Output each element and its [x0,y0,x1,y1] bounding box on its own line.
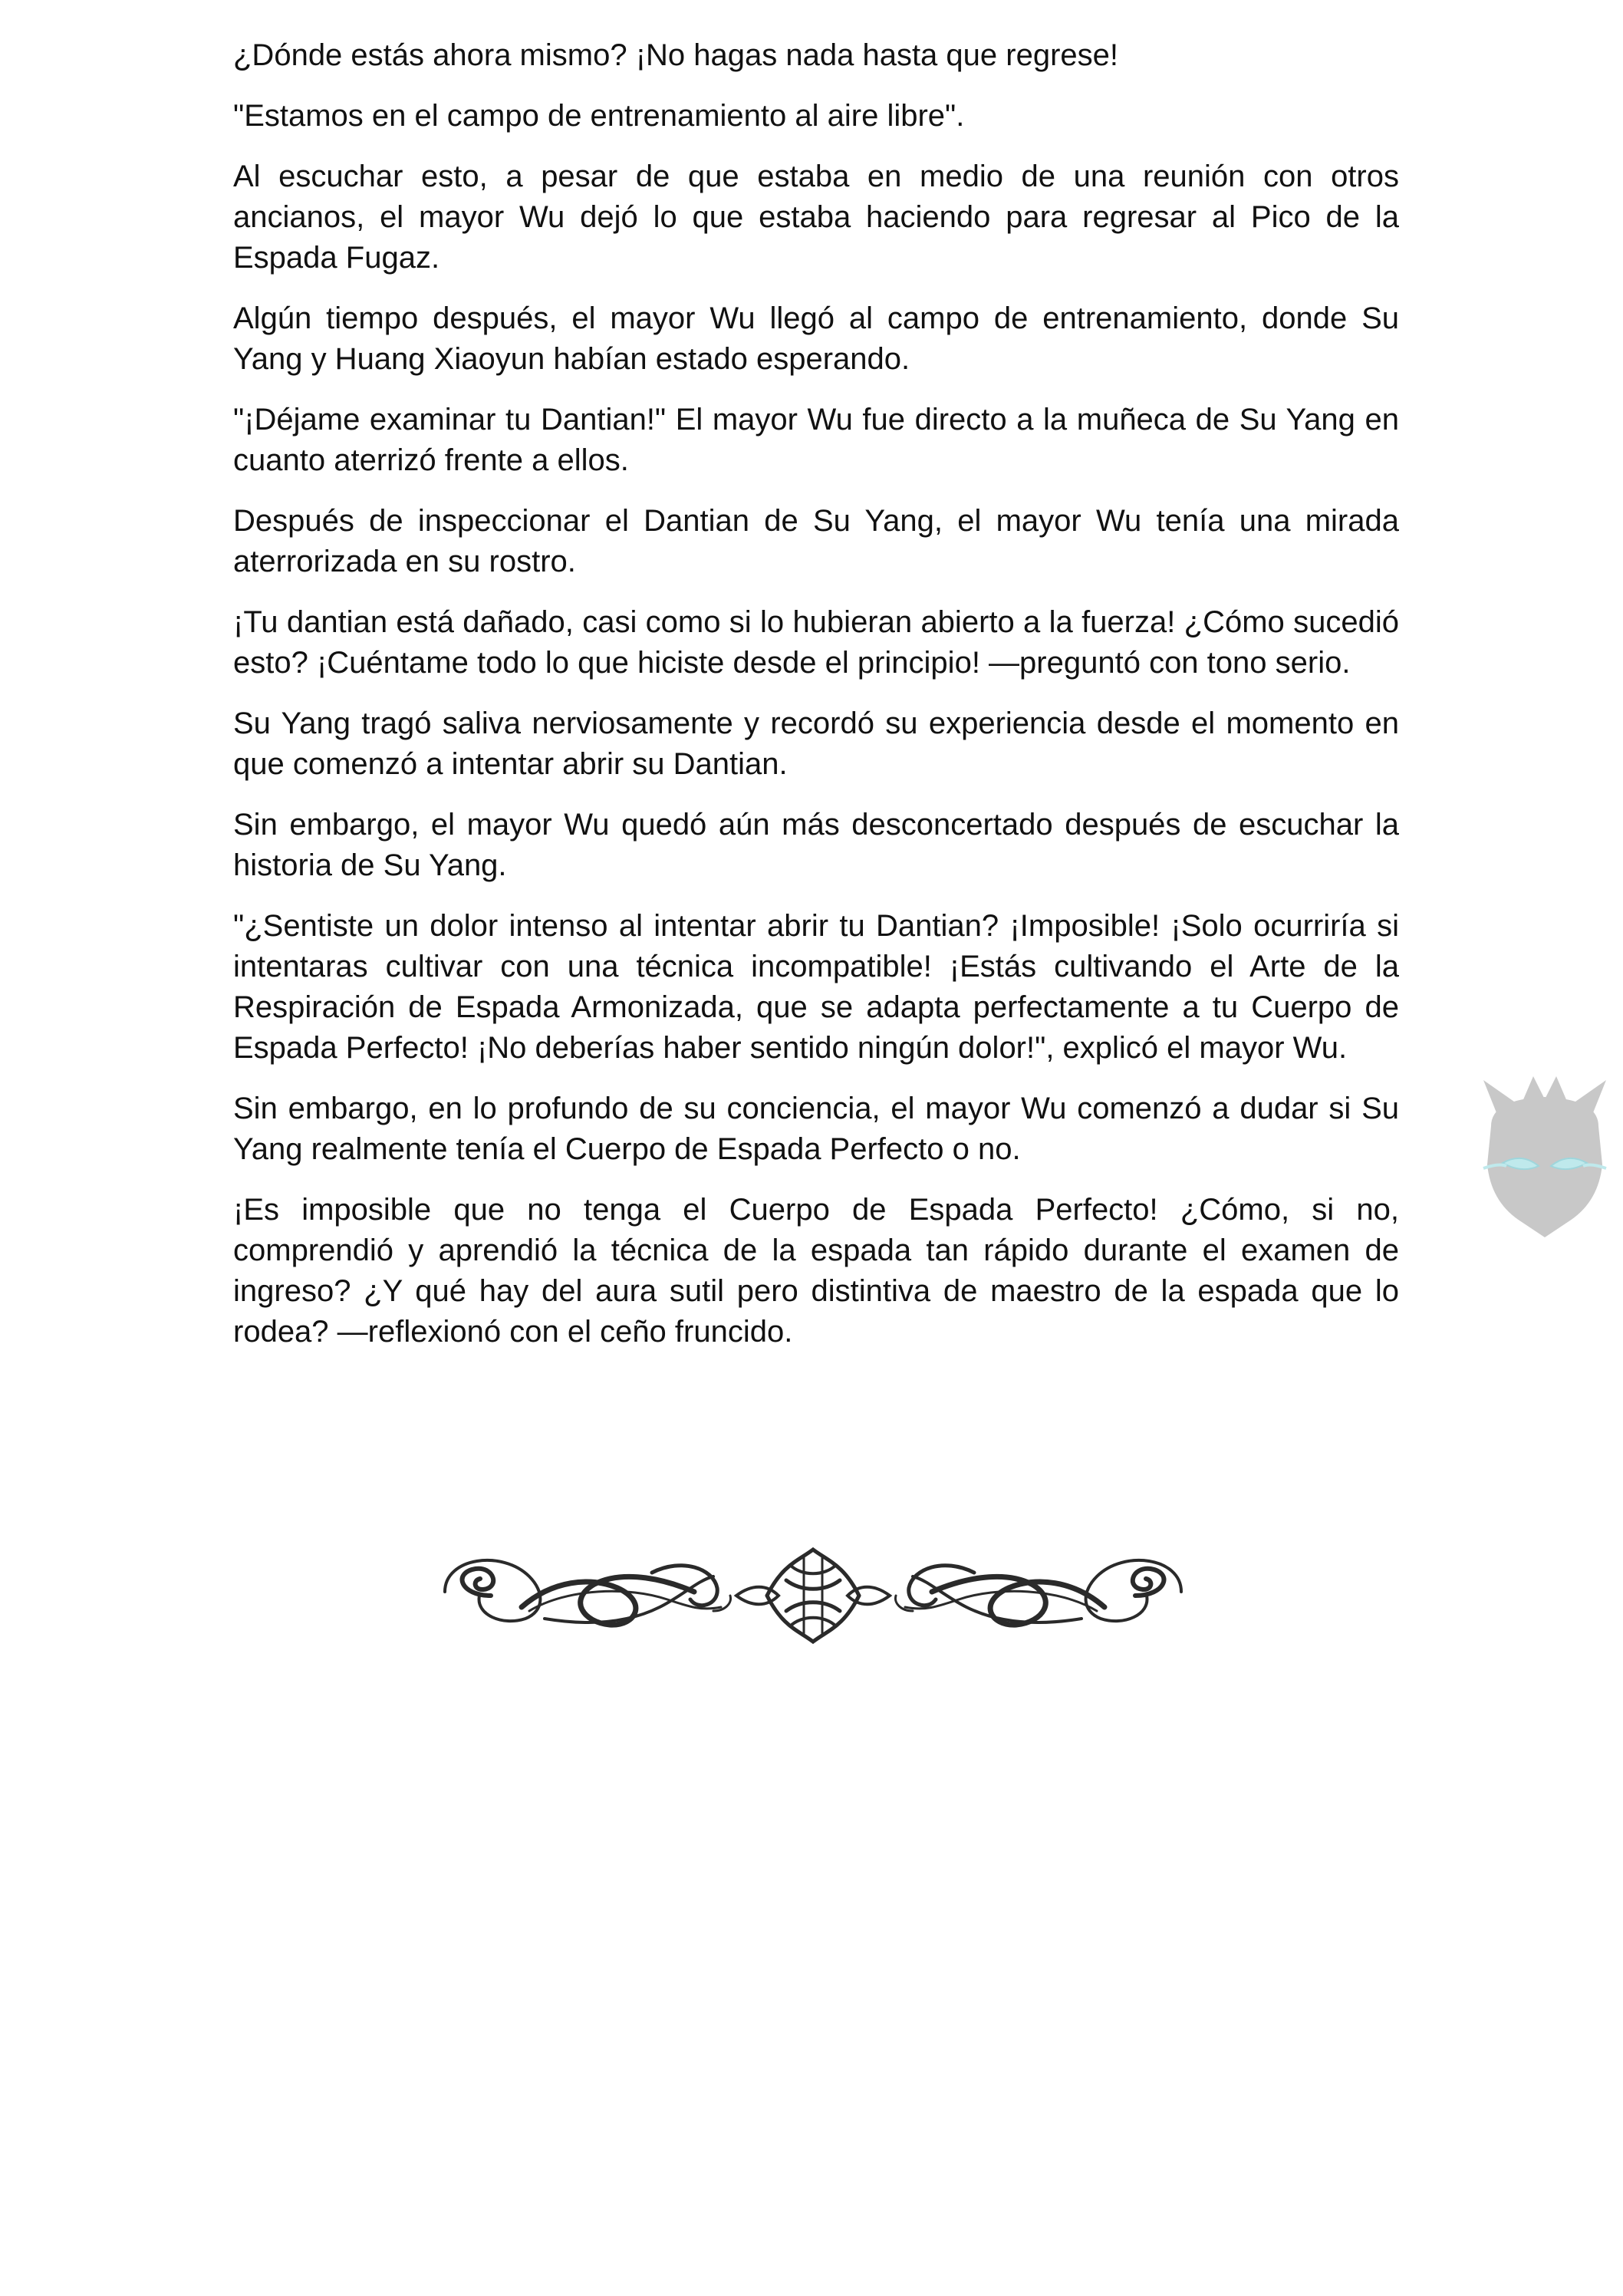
paragraph-12: ¡Es imposible que no tenga el Cuerpo de Espada Perfecto! ¿Cómo, si no, comprendió y aprendió la técnica de la espada tan rápido durante el examen de ingreso? ¿Y qué hay del aura sutil pero distintiva de maestro de la espada que lo rodea? —reflexionó con el ceño fruncido. [233,1193,1399,1349]
paragraph-2: "Estamos en el campo de entrenamiento al aire libre". [233,99,965,133]
scroll-flourish-divider-icon [430,1534,1197,1649]
paragraph-7: ¡Tu dantian está dañado, casi como si lo hubieran abierto a la fuerza! ¿Cómo sucedió esto? ¡Cuéntame todo lo que hiciste desde el principio! —preguntó con tono serio. [233,605,1399,680]
paragraph-10: "¿Sentiste un dolor intenso al intentar abrir tu Dantian? ¡Imposible! ¡Solo ocurriría si intentaras cultivar con una técnica incompatible! ¡Estás cultivando el Arte de la Respiración de Espada Armonizada, que se adapta perfectamente a tu Cuerpo de Espada Perfecto! ¡No deberías haber sentido ningún dolor!", explicó el mayor Wu. [233,909,1399,1065]
demon-head-icon [1468,1072,1621,1241]
body-text [233,35,1399,1372]
paragraph-6: Después de inspeccionar el Dantian de Su Yang, el mayor Wu tenía una mirada aterrorizada en su rostro. [233,504,1399,578]
paragraph-8: Su Yang tragó saliva nerviosamente y recordó su experiencia desde el momento en que comenzó a intentar abrir su Dantian. [233,707,1399,781]
paragraph-11: Sin embargo, en lo profundo de su conciencia, el mayor Wu comenzó a dudar si Su Yang realmente tenía el Cuerpo de Espada Perfecto o no. [233,1092,1399,1166]
paragraph-4: Algún tiempo después, el mayor Wu llegó al campo de entrenamiento, donde Su Yang y Huang Xiaoyun habían estado esperando. [233,301,1399,376]
paragraph-3: Al escuchar esto, a pesar de que estaba en medio de una reunión con otros ancianos, el mayor Wu dejó lo que estaba haciendo para regresar al Pico de la Espada Fugaz. [233,160,1399,275]
paragraph-5: "¡Déjame examinar tu Dantian!" El mayor Wu fue directo a la muñeca de Su Yang en cuanto aterrizó frente a ellos. [233,403,1399,477]
paragraph-9: Sin embargo, el mayor Wu quedó aún más desconcertado después de escuchar la historia de Su Yang. [233,808,1399,882]
paragraph-1: ¿Dónde estás ahora mismo? ¡No hagas nada hasta que regrese! [233,38,1119,72]
